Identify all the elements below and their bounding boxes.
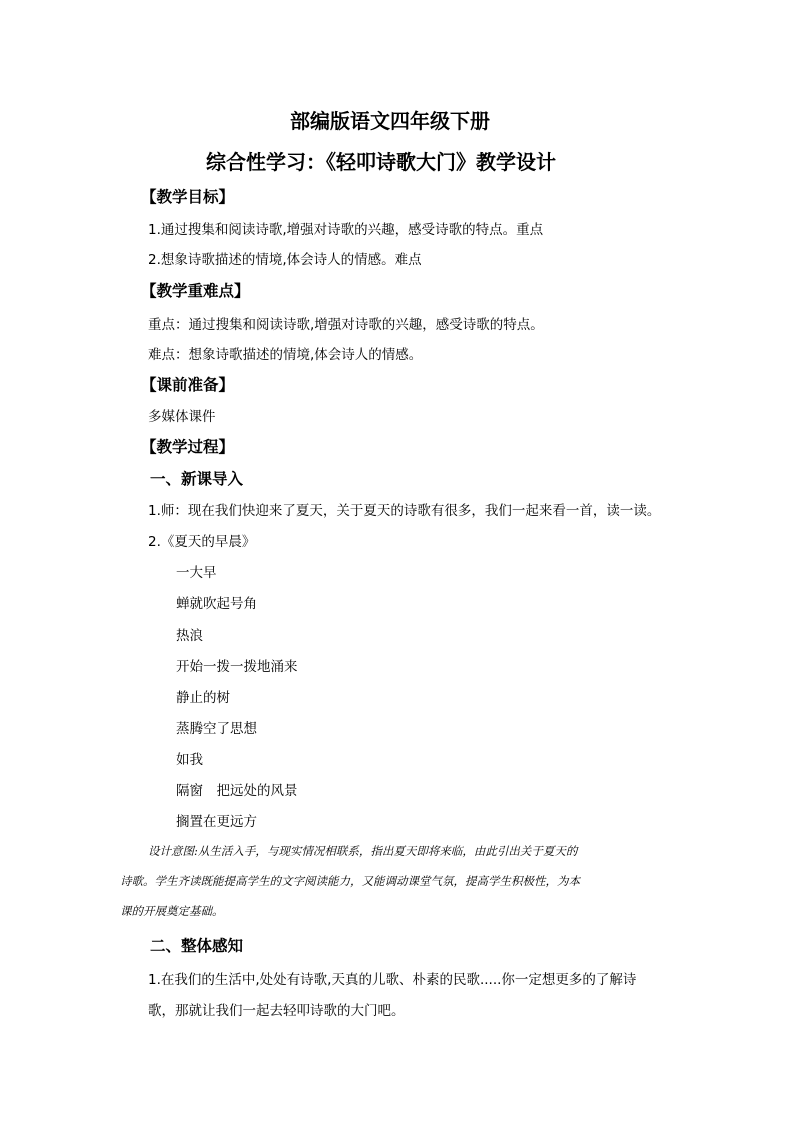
poem-line: 蝉就吹起号角 [176, 596, 257, 612]
design-note-line-3: 课的开展奠定基础。 [120, 904, 224, 918]
poem-line: 隔窗 把远处的风景 [176, 783, 298, 799]
goal-item-2: 2.想象诗歌描述的情境,体会诗人的情感。难点 [148, 252, 422, 268]
poem-line: 开始一拨一拨地涌来 [176, 659, 298, 675]
intro-item-2: 2.《夏天的早晨》 [148, 534, 256, 550]
part-1-heading: 一、新课导入 [150, 470, 244, 488]
section-goals-heading: 【教学目标】 [141, 188, 235, 206]
part-2-heading: 二、整体感知 [150, 937, 244, 955]
design-note-line-2: 诗歌。学生齐读既能提高学生的文字阅读能力，又能调动课堂气氛，提高学生积极性，为本 [120, 874, 580, 888]
section-process-heading: 【教学过程】 [141, 438, 235, 456]
difficult-point-text: 难点：想象诗歌描述的情境,体会诗人的情感。 [148, 347, 423, 363]
perceive-line-2: 歌，那就让我们一起去轻叩诗歌的大门吧。 [148, 1003, 405, 1019]
section-key-heading: 【教学重难点】 [141, 282, 250, 300]
perceive-line-1: 1.在我们的生活中,处处有诗歌,天真的儿歌、朴素的民歌.....你一定想更多的了解诗 [148, 972, 637, 988]
poem-line: 蒸腾空了思想 [176, 721, 257, 737]
key-point-text: 重点：通过搜集和阅读诗歌,增强对诗歌的兴趣，感受诗歌的特点。 [148, 317, 544, 333]
goal-item-1: 1.通过搜集和阅读诗歌,增强对诗歌的兴趣，感受诗歌的特点。重点 [148, 222, 544, 238]
poem-line: 如我 [176, 752, 203, 768]
design-note-line-1: 设计意图:从生活入手，与现实情况相联系，指出夏天即将来临，由此引出关于夏天的 [148, 844, 578, 858]
poem-line: 搁置在更远方 [176, 814, 257, 830]
doc-title-line2: 综合性学习：《轻叩诗歌大门》教学设计 [206, 150, 556, 174]
prep-text: 多媒体课件 [148, 409, 216, 425]
poem-line: 一大早 [176, 565, 217, 581]
poem-line: 静止的树 [176, 690, 230, 706]
poem-line: 热浪 [176, 628, 203, 644]
section-prep-heading: 【课前准备】 [141, 376, 235, 394]
doc-title-line1: 部编版语文四年级下册 [290, 109, 490, 133]
intro-item-1: 1.师：现在我们快迎来了夏天，关于夏天的诗歌有很多，我们一起来看一首，读一读。 [148, 503, 661, 519]
